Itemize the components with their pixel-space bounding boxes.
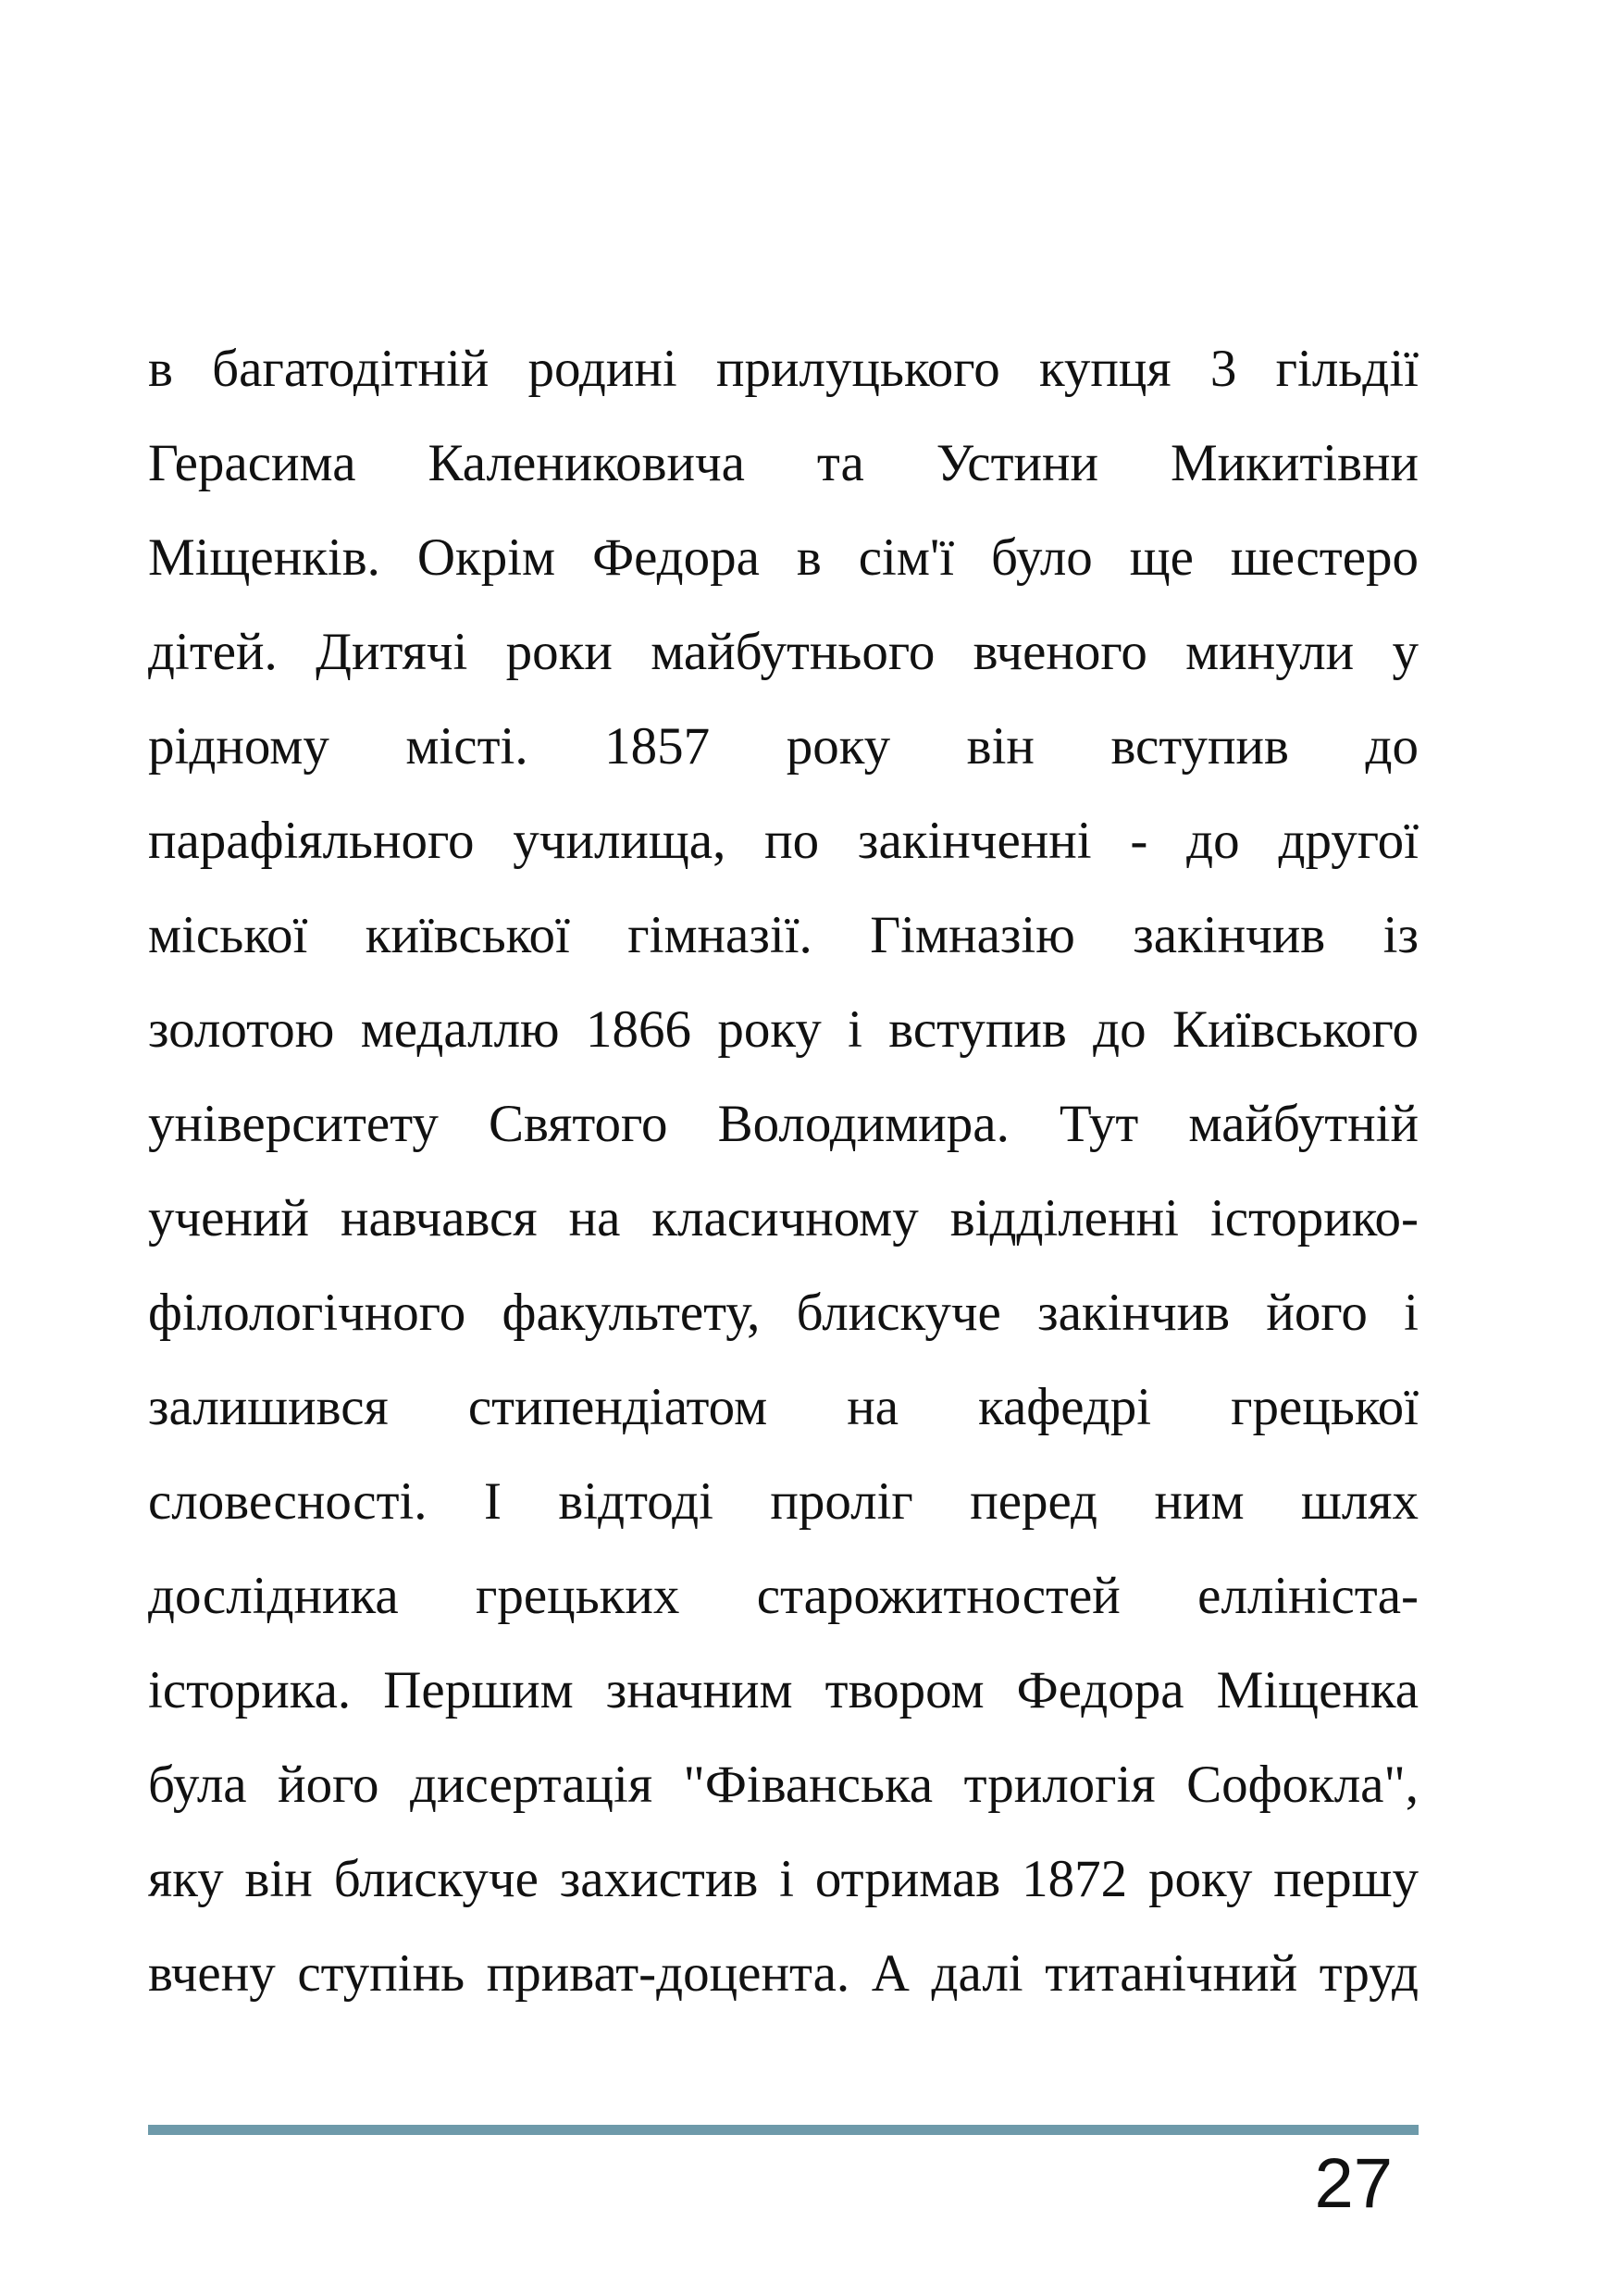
text-line: вчену ступінь приват-доцента. А далі титанічний труд xyxy=(148,1944,1419,2003)
text-line: словесності. І відтоді проліг перед ним шлях xyxy=(148,1472,1419,1531)
text-line: Міщенків. Окрім Федора в сім'ї було ще шестеро xyxy=(148,528,1419,587)
text-line: філологічного факультету, блискуче закінчив його і xyxy=(148,1284,1419,1342)
text-line: була його дисертація "Фіванська трилогія Софокла", xyxy=(148,1756,1419,1814)
text-line: дослідника грецьких старожитностей елліністa- xyxy=(148,1567,1419,1625)
text-line: дітей. Дитячі роки майбутнього вченого минули у xyxy=(148,623,1419,681)
body-text xyxy=(148,322,1419,2021)
text-line: історика. Першим значним твором Федора Міщенка xyxy=(148,1661,1419,1719)
text-line: університету Святого Володимира. Тут майбутній xyxy=(148,1095,1419,1153)
text-line: в багатодітній родині прилуцького купця 3 гільдії xyxy=(148,340,1419,398)
page-number: 27 xyxy=(1314,2144,1393,2223)
text-line: Герасима Калениковича та Устини Микитівни xyxy=(148,434,1419,492)
text-line: залишився стипендіатом на кафедрі грецької xyxy=(148,1378,1419,1436)
text-line: рідному місті. 1857 року він вступив до xyxy=(148,717,1419,776)
text-line: парафіяльного училища, по закінченні - до другої xyxy=(148,812,1419,870)
footer-divider xyxy=(148,2125,1419,2135)
text-line: золотою медаллю 1866 року і вступив до Київського xyxy=(148,1000,1419,1059)
text-line: яку він блискуче захистив і отримав 1872 року першу xyxy=(148,1850,1419,1908)
text-line: міської київської гімназії. Гімназію закінчив із xyxy=(148,906,1419,964)
text-line: учений навчався на класичному відділенні історико- xyxy=(148,1189,1419,1247)
